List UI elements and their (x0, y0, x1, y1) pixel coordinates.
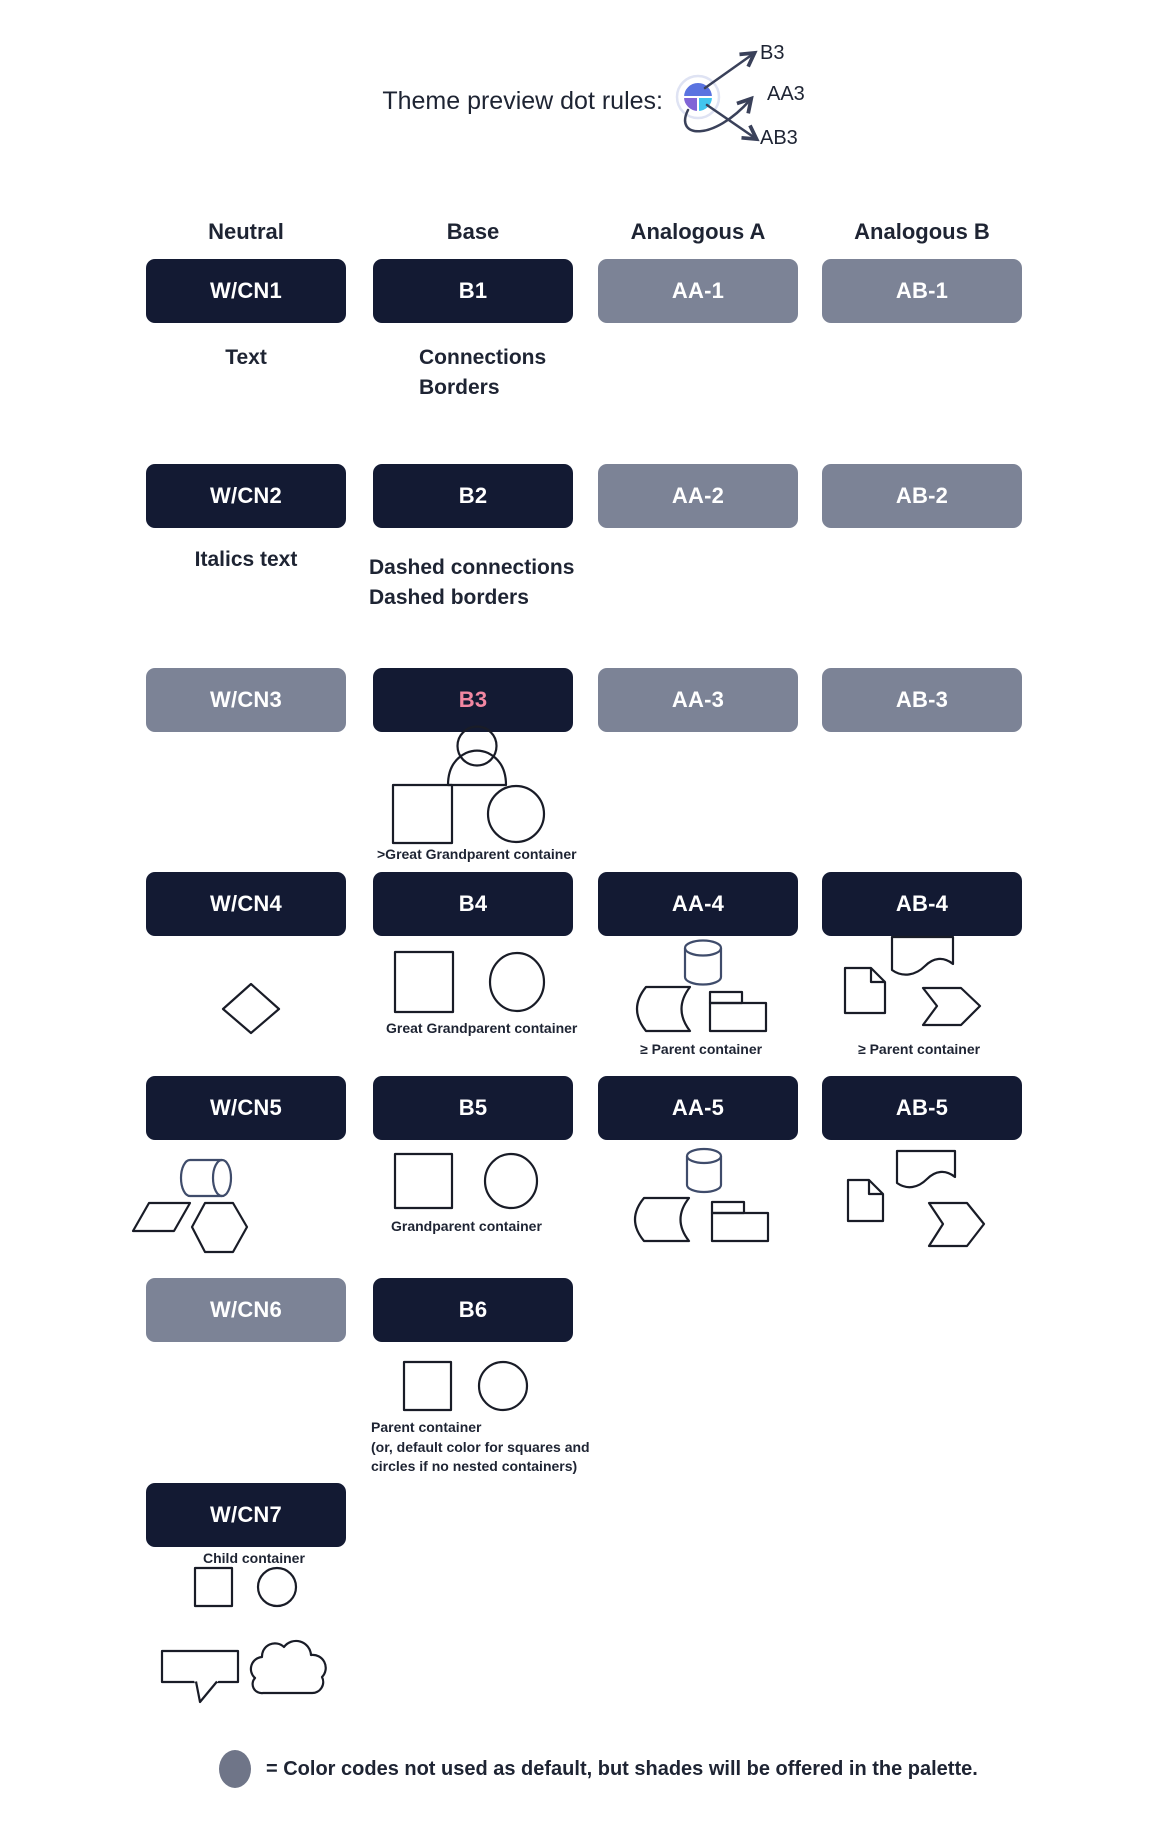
person-icon (448, 727, 506, 786)
swatch-ab3: AB-3 (822, 668, 1022, 732)
note-parent-container-line2: (or, default color for squares and (371, 1438, 590, 1455)
cn7-square-shape (195, 1568, 232, 1606)
b5-square-shape (395, 1154, 452, 1208)
note-ab4-parent-container: ≥ Parent container (858, 1041, 981, 1057)
b4-ellipse-shape (490, 953, 544, 1011)
note-parent-container-line3: circles if no nested containers) (371, 1458, 578, 1474)
swatch-b4: B4 (373, 872, 573, 936)
legend-text: = Color codes not used as default, but shades will be offered in the palette. (266, 1758, 978, 1780)
swatch-aa1: AA-1 (598, 259, 798, 323)
swatch-b6: B6 (373, 1278, 573, 1342)
swatch-aa5: AA-5 (598, 1076, 798, 1140)
dot-label-ab3: AB3 (760, 127, 798, 149)
b5-ellipse-shape (485, 1154, 537, 1208)
swatch-ab2: AB-2 (822, 464, 1022, 528)
legend-gray-dot (219, 1750, 251, 1788)
b3-square-shape (393, 785, 452, 843)
aa5-cylinder-icon (687, 1149, 721, 1192)
arrow-to-b3 (705, 54, 753, 88)
swatch-wcn5: W/CN5 (146, 1076, 346, 1140)
ab5-chevron-shape (929, 1203, 984, 1246)
swatch-ab1: AB-1 (822, 259, 1022, 323)
swatch-wcn4: W/CN4 (146, 872, 346, 936)
ab4-chevron-shape (923, 988, 980, 1025)
cn5-parallelogram-shape (133, 1203, 190, 1231)
dot-label-aa3: AA3 (767, 83, 805, 105)
dot-rule-arrows (685, 54, 755, 138)
note-parent-container-block (371, 1418, 590, 1477)
cn5-horizontal-cylinder-icon (181, 1160, 231, 1196)
annotation-italics-text: Italics text (194, 548, 298, 571)
swatch-b2: B2 (373, 464, 573, 528)
aa5-folder-shape (712, 1202, 768, 1241)
b6-circle-shape (479, 1362, 527, 1410)
annotation-dashed (369, 553, 574, 613)
note-great-grandparent-gt: >Great Grandparent container (377, 846, 577, 862)
swatch-b1: B1 (373, 259, 573, 323)
cn7-circle-shape (258, 1568, 296, 1606)
annotation-borders: Borders (419, 376, 500, 399)
column-header-neutral: Neutral (208, 219, 284, 244)
swatch-wcn3: W/CN3 (146, 668, 346, 732)
arrow-to-ab3 (707, 105, 755, 138)
ab4-document-icon (845, 968, 885, 1013)
b4-square-shape (395, 952, 453, 1012)
swatch-aa4: AA-4 (598, 872, 798, 936)
swatch-ab4: AB-4 (822, 872, 1022, 936)
ab5-document-icon (848, 1180, 883, 1221)
swatch-aa2: AA-2 (598, 464, 798, 528)
note-great-grandparent: Great Grandparent container (386, 1020, 578, 1036)
ab4-wave-card-shape (892, 937, 953, 975)
swatch-wcn7: W/CN7 (146, 1483, 346, 1547)
annotation-dashed-borders: Dashed borders (369, 586, 529, 609)
note-aa4-parent-container: ≥ Parent container (640, 1041, 763, 1057)
swatch-aa3: AA-3 (598, 668, 798, 732)
b6-square-shape (404, 1362, 451, 1410)
aa4-stored-data-shape (637, 987, 690, 1031)
cloud-icon (251, 1641, 326, 1693)
swatch-wcn6: W/CN6 (146, 1278, 346, 1342)
column-header-analogous-b: Analogous B (854, 219, 990, 244)
note-grandparent: Grandparent container (391, 1218, 542, 1234)
page-title: Theme preview dot rules: (382, 87, 663, 115)
note-parent-container: Parent container (371, 1419, 482, 1435)
diamond-shape (223, 984, 279, 1033)
ab5-wave-card-shape (897, 1151, 955, 1187)
aa5-stored-data-shape (635, 1198, 689, 1241)
arrow-to-aa3 (685, 100, 750, 131)
aa4-cylinder-icon (685, 941, 721, 985)
swatch-wcn1: W/CN1 (146, 259, 346, 323)
aa4-folder-shape (710, 992, 766, 1031)
annotation-connections: Connections (419, 346, 547, 369)
cn5-hexagon-shape (192, 1203, 247, 1252)
theme-preview-dot-icon (677, 76, 719, 118)
swatch-ab5: AB-5 (822, 1076, 1022, 1140)
annotation-dashed-connections: Dashed connections (369, 556, 575, 579)
swatch-b3: B3 (373, 668, 573, 732)
column-header-base: Base (446, 219, 500, 244)
dot-label-b3: B3 (760, 42, 785, 64)
speech-bubble-icon (162, 1651, 238, 1704)
annotation-text: Text (225, 346, 267, 369)
b3-circle-shape (488, 786, 544, 842)
swatch-wcn2: W/CN2 (146, 464, 346, 528)
annotation-connections-borders (419, 343, 546, 403)
column-header-analogous-a: Analogous A (630, 219, 766, 244)
swatch-b5: B5 (373, 1076, 573, 1140)
note-child-container: Child container (203, 1550, 305, 1566)
